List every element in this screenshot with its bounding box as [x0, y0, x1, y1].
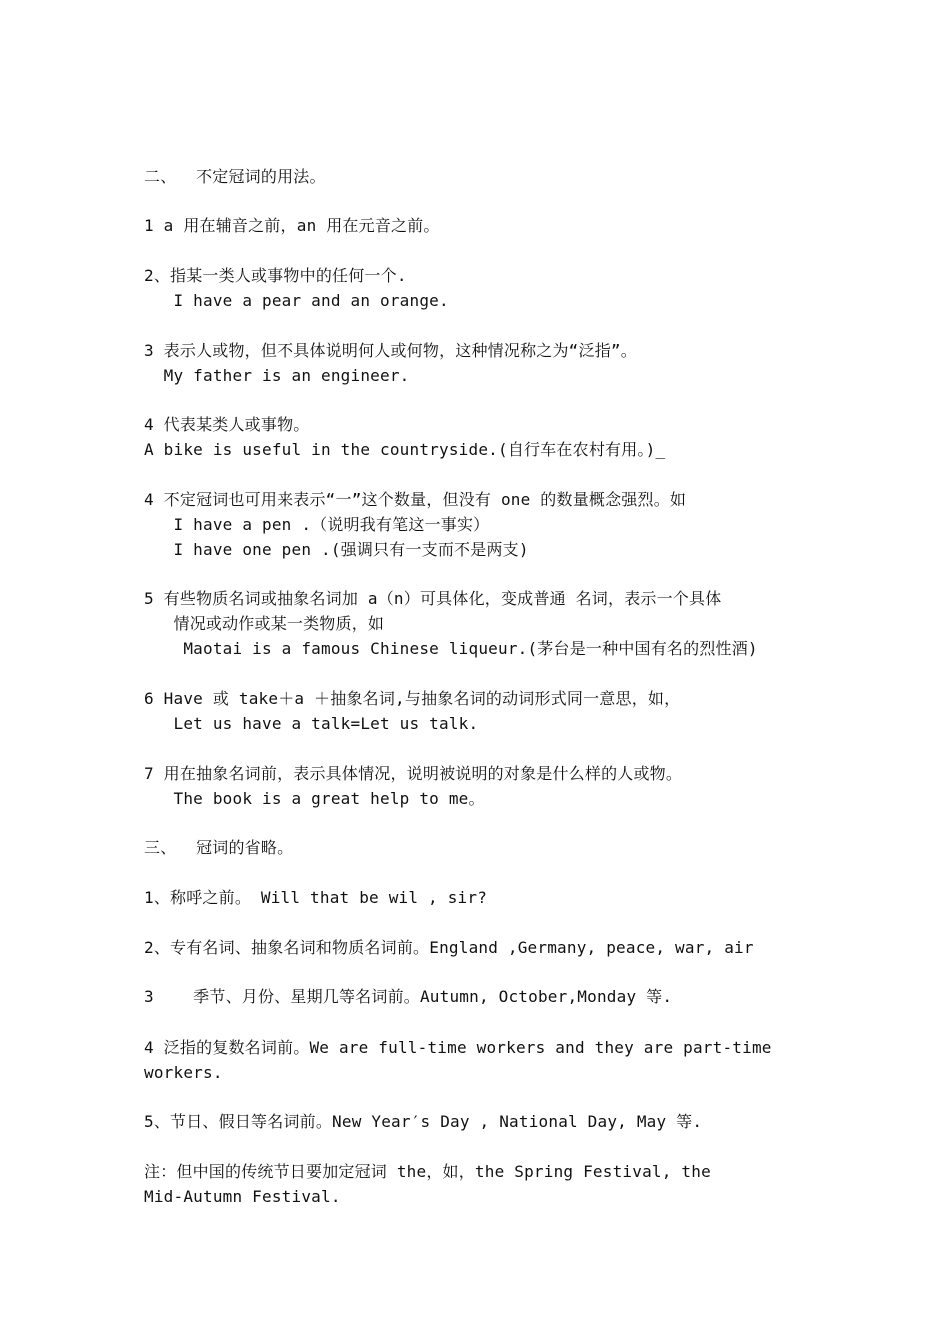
- paragraph-line: workers.: [144, 1063, 223, 1082]
- paragraph-line: 2、专有名词、抽象名词和物质名词前。England ,Germany, peace, war, air: [144, 938, 754, 957]
- section-heading: 二、 不定冠词的用法。: [144, 167, 326, 186]
- paragraph-line: 5、节日、假日等名词前。New Year′s Day , National Day, May 等.: [144, 1112, 703, 1131]
- example-line: Maotai is a famous Chinese liqueur.(茅台是一种中国有名的烈性酒): [144, 639, 758, 658]
- paragraph-line: 1、称呼之前。 Will that be wil , sir?: [144, 888, 488, 907]
- paragraph-line: 情况或动作或某一类物质，如: [144, 614, 385, 633]
- example-line: Let us have a talk=Let us talk.: [144, 714, 479, 733]
- paragraph-line: 3 季节、月份、星期几等名词前。Autumn, October,Monday 等.: [144, 987, 673, 1006]
- note-line: Mid-Autumn Festival.: [144, 1187, 341, 1206]
- example-line: A bike is useful in the countryside.(自行车在农村有用。)_: [144, 440, 666, 459]
- example-line: The book is a great help to me。: [144, 789, 485, 808]
- example-line: I have one pen .(强调只有一支而不是两支): [144, 540, 529, 559]
- paragraph-line: 4 不定冠词也可用来表示“一”这个数量，但没有 one 的数量概念强烈。如: [144, 490, 687, 509]
- paragraph-line: 5 有些物质名词或抽象名词加 a（n）可具体化，变成普通 名词，表示一个具体: [144, 589, 722, 608]
- paragraph-line: 2、指某一类人或事物中的任何一个.: [144, 266, 407, 285]
- example-line: My father is an engineer.: [144, 366, 410, 385]
- paragraph-line: 7 用在抽象名词前，表示具体情况，说明被说明的对象是什么样的人或物。: [144, 764, 683, 783]
- paragraph-line: 6 Have 或 take＋a ＋抽象名词,与抽象名词的动词形式同一意思，如，: [144, 689, 681, 708]
- section-heading: 三、 冠词的省略。: [144, 838, 294, 857]
- note-line: 注：但中国的传统节日要加定冠词 the，如，the Spring Festival, the: [144, 1162, 711, 1181]
- paragraph-line: 4 代表某类人或事物。: [144, 415, 310, 434]
- paragraph-line: 1 a 用在辅音之前，an 用在元音之前。: [144, 216, 440, 235]
- paragraph-line: 4 泛指的复数名词前。We are full-time workers and they are part-time: [144, 1038, 772, 1057]
- example-line: I have a pen .（说明我有笔这一事实）: [144, 515, 490, 534]
- example-line: I have a pear and an orange.: [144, 291, 449, 310]
- paragraph-line: 3 表示人或物，但不具体说明何人或何物，这种情况称之为“泛指”。: [144, 341, 637, 360]
